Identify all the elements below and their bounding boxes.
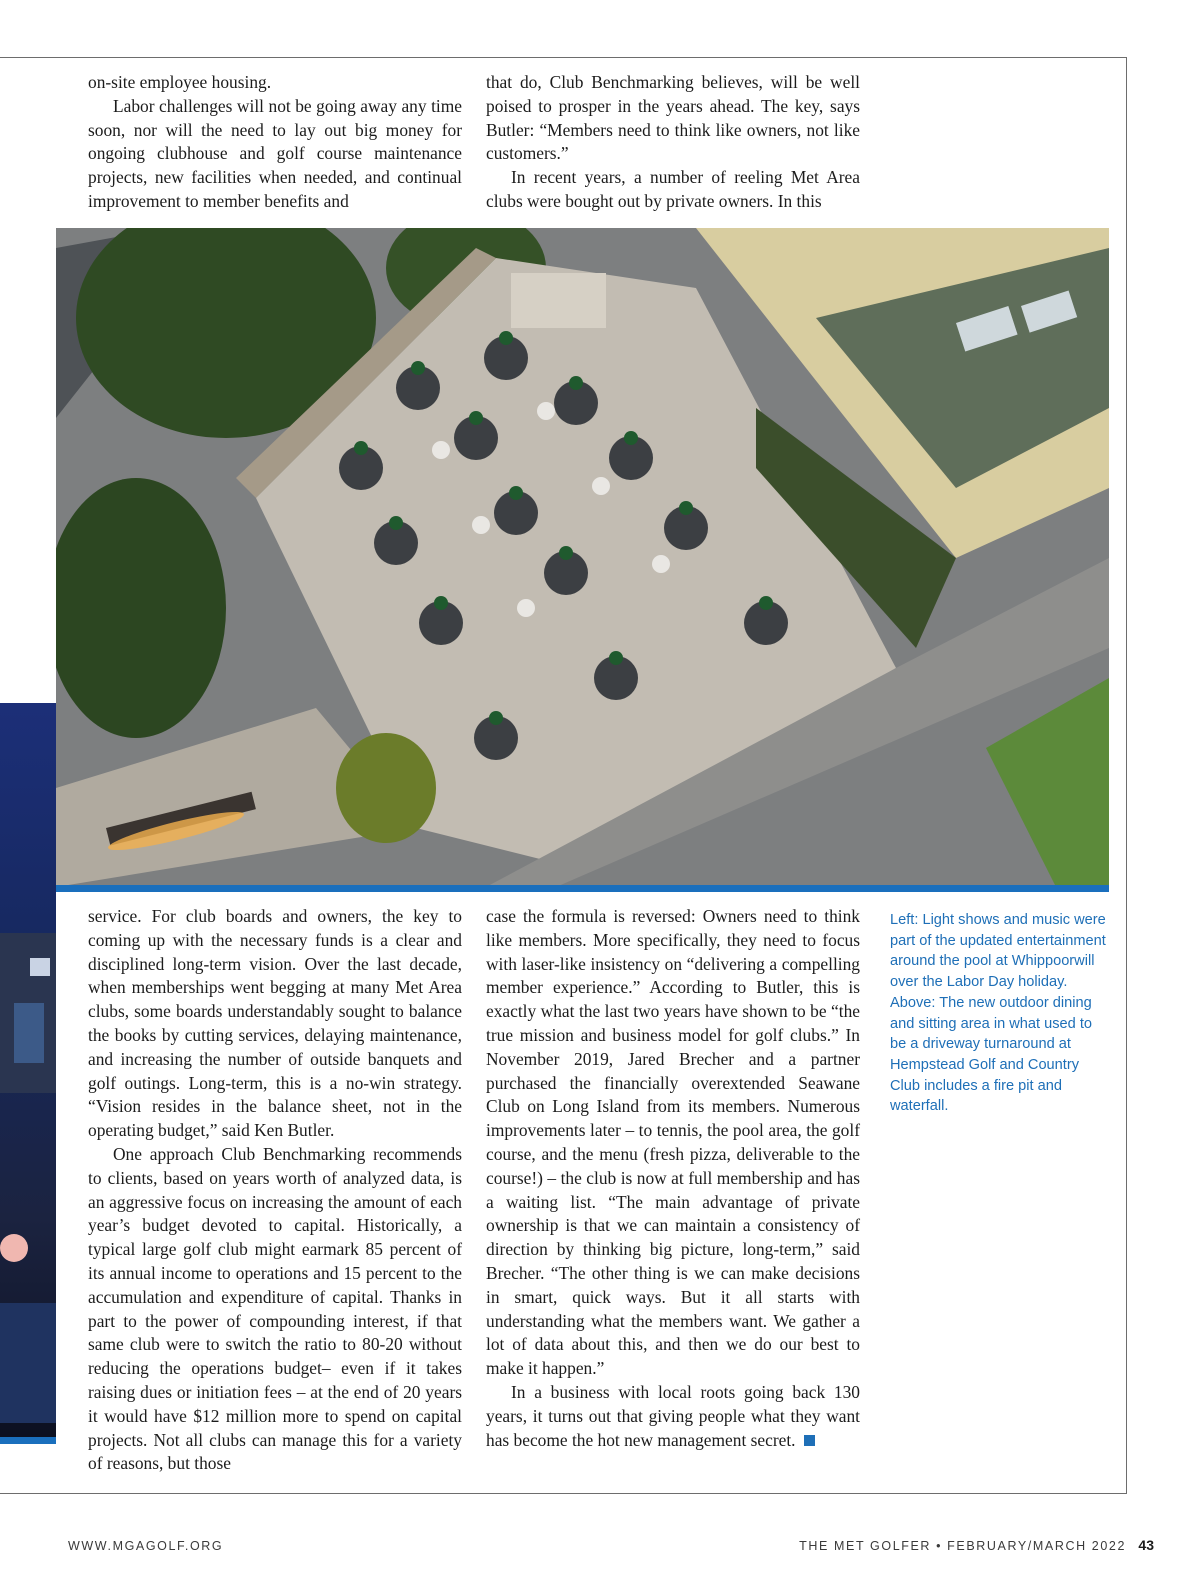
end-of-article-square-icon (804, 1435, 815, 1446)
footer-publication (799, 1539, 1126, 1553)
footer-website: WWW.MGAGOLF.ORG (68, 1539, 224, 1553)
paragraph: case the formula is reversed: Owners need to think like members. More specifically, they need to focus with laser-like insistency on “delivering a compelling member experience.” According to Butler, this is exactly what the last two years have shown to be “the true mission and business model for golf clubs.” In November 2019, Jared Brecher and a partner purchased the financially overextended Seawane Club on Long Island from its members. Numerous improvements later – to tennis, the pool area, the golf course, and the menu (fresh pizza, deliverable to the course!) – the club is now at full membership and has a waiting list. “The main advantage of private ownership is that we can maintain a consistency of direction by thinking big picture, long-term,” said Brecher. “The other thing is we can make decisions in smart, quick ways. But it all starts with understanding what the members want. We gather a lot of data about this, and then we do our best to make it happen.” (486, 906, 860, 1379)
publication-title: THE MET GOLFER • FEBRUARY/MARCH 2022 (799, 1539, 1126, 1553)
page-frame-right (1126, 57, 1127, 1494)
page-number: 43 (1138, 1537, 1154, 1553)
page-frame-top (0, 57, 1127, 58)
paragraph (486, 1381, 860, 1452)
paragraph-text: In a business with local roots going back 130 years, it turns out that giving people what they want has become the hot new management secret. (486, 1381, 860, 1450)
paragraph: One approach Club Benchmarking recommends to clients, based on years worth of analyzed data, is an aggressive focus on increasing the amount of each year’s budget devoted to capital. Historically, a typical large golf club might earmark 85 percent of its annual income to operations and 15 percent to the accumulation and expenditure of capital. Thanks in part to the power of compounding interest, if that same club were to switch the ratio to 80-20 without reducing the operations budget– even if it takes raising dues or initiation fees – at the end of 20 years it would have $12 million more to spend on capital projects. Not all clubs can manage this for a variety of reasons, but those (88, 1143, 462, 1474)
paragraph: service. For club boards and owners, the key to coming up with the necessary funds is a clear and disciplined long-term vision. Over the last decade, when memberships went begging at many Met Area clubs, some boards understandably sought to balance the books by cutting services, delaying maintenance, and increasing the number of outside banquets and golf outings. Long-term, this is a no-win strategy. “Vision resides in the balance sheet, not in the operating budget,” said Ken Butler. (88, 906, 462, 1141)
paragraph: Labor challenges will not be going away any time soon, nor will the need to lay out big money for ongoing clubhouse and golf course maintenance projects, new facilities when needed, and continual improvement to member benefits and (88, 95, 462, 211)
page-frame-bottom (0, 1493, 1127, 1494)
article-column-2-bottom (486, 905, 860, 1452)
patio-aerial-photo (56, 228, 1109, 887)
left-photo-accent-rule (0, 1437, 56, 1444)
paragraph: on-site employee housing. (88, 72, 272, 92)
photo-accent-rule (56, 885, 1109, 892)
night-pool-photo (0, 703, 56, 1439)
photo-caption: Left: Light shows and music were part of the updated entertainment around the pool at Whippoorwill over the Labor Day holiday. Above: The new outdoor dining and sitting area in what used to be a driveway turnaround at Hempstead Golf and Country Club includes a fire pit and waterfall. (890, 912, 1106, 1115)
article-column-1-bottom (88, 905, 462, 1476)
article-column-1-top (88, 71, 462, 214)
article-column-2-top (486, 71, 860, 214)
paragraph: In recent years, a number of reeling Met Area clubs were bought out by private owners. In this (486, 167, 860, 211)
paragraph: that do, Club Benchmarking believes, will be well poised to prosper in the years ahead. The key, says Butler: “Members need to think like owners, not like customers.” (486, 72, 860, 164)
